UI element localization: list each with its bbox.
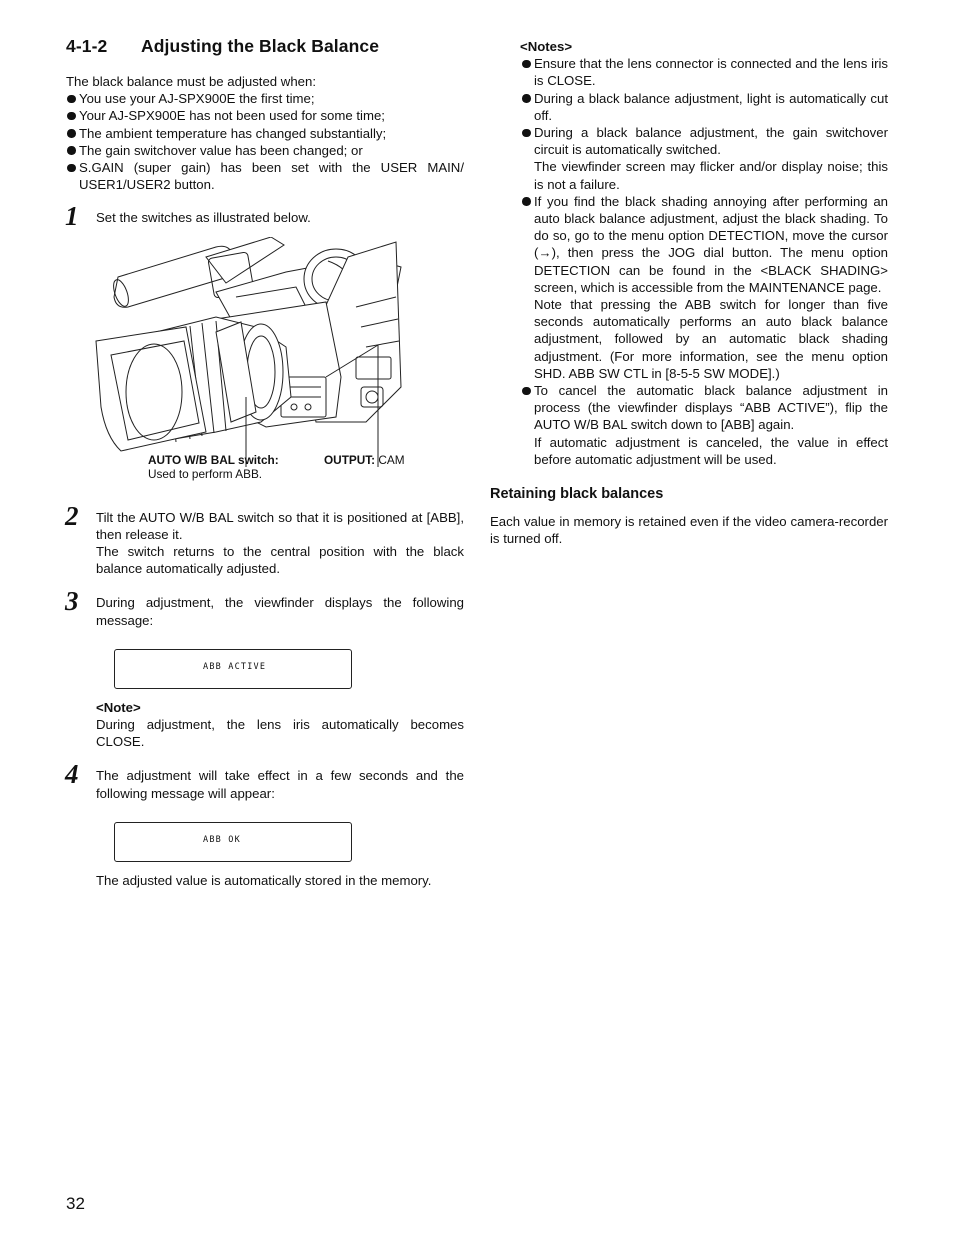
- list-item: [521, 193, 888, 382]
- note-item-continued: The viewfinder screen may flicker and/or display noise; this is not a failure.: [534, 159, 888, 192]
- step-4: [65, 759, 464, 801]
- step-number: 2: [65, 500, 79, 531]
- list-item: You use your AJ-SPX900E the first time;: [66, 90, 464, 107]
- list-item: The ambient temperature has changed substantially;: [66, 125, 464, 142]
- step-text-continued: The switch returns to the central position with the black balance automatically adjusted.: [96, 544, 464, 577]
- step-text: Set the switches as illustrated below.: [96, 210, 311, 226]
- note-text: During adjustment, the lens iris automatically becomes CLOSE.: [96, 717, 464, 750]
- list-item: [521, 90, 888, 124]
- auto-wb-bal-label: [148, 453, 279, 481]
- step-3-note: [66, 699, 464, 751]
- note-item-text: If you find the black shading annoying after performing an auto black balance adjustment, adjust the black shading. To do so, go to the menu option DETECTION, move the cursor (→), then press the JOG dial button. The menu option DETECTION can be found in the <BLACK SHADING> screen, which is accessible from the MAINTENANCE page.: [534, 193, 888, 295]
- retaining-heading: Retaining black balances: [490, 486, 664, 503]
- right-column: [490, 38, 888, 548]
- note-item-text: During a black balance adjustment, the gain switchover circuit is automatically switched.: [534, 125, 888, 158]
- note-item-continued: If automatic adjustment is canceled, the value in effect before automatic adjustment will be used.: [534, 434, 888, 467]
- list-item: The gain switchover value has been changed; or: [66, 142, 464, 159]
- step-number: 1: [65, 201, 79, 232]
- note-item-text: Ensure that the lens connector is connected and the lens iris is CLOSE.: [534, 56, 888, 89]
- step-3: [65, 586, 464, 628]
- auto-wb-bal-label-bold: AUTO W/B BAL switch:: [148, 452, 279, 467]
- viewfinder-message: ABB OK: [203, 834, 241, 845]
- retaining-text: Each value in memory is retained even if the video camera-recorder is turned off.: [490, 514, 888, 547]
- list-item: [521, 124, 888, 193]
- step-2: [65, 500, 464, 578]
- note-item-continued: Note that pressing the ABB switch for longer than five seconds automatically performs an auto black balance adjustment, followed by an automatic black shading adjustment. (For more information, see the menu option SHD. ABB SW CTL in [8-5-5 SW MODE].): [534, 297, 888, 381]
- step-number: 3: [65, 586, 79, 617]
- camera-illustration: [66, 237, 464, 492]
- left-column: [66, 36, 464, 889]
- list-item: [521, 382, 888, 468]
- step-4-after: [66, 872, 464, 889]
- section-number: 4-1-2: [66, 36, 108, 56]
- viewfinder-message: ABB ACTIVE: [203, 661, 267, 672]
- page-number: 32: [66, 1194, 85, 1213]
- step-text: Tilt the AUTO W/B BAL switch so that it is positioned at [ABB], then release it.: [96, 509, 464, 542]
- viewfinder-message-box: [114, 649, 352, 689]
- conditions-list: [66, 90, 464, 193]
- output-label-bold: OUTPUT:: [324, 452, 376, 467]
- notes-list: [490, 55, 888, 468]
- step-text: The adjustment will take effect in a few seconds and the following message will appear:: [96, 768, 464, 801]
- note-item-text: To cancel the automatic black balance adjustment in process (the viewfinder displays “ABB ACTIVE”), flip the AUTO W/B BAL switch down to [ABB] again.: [534, 383, 888, 433]
- step-text: During adjustment, the viewfinder displays the following message:: [96, 595, 464, 628]
- step-number: 4: [65, 759, 79, 790]
- note-item-text: During a black balance adjustment, light is automatically cut off.: [534, 90, 888, 123]
- note-heading: <Note>: [96, 699, 141, 715]
- step-after-text: The adjusted value is automatically stored in the memory.: [96, 872, 432, 888]
- list-item: Your AJ-SPX900E has not been used for some time;: [66, 107, 464, 124]
- intro-text: The black balance must be adjusted when:: [66, 74, 316, 89]
- output-label: [324, 453, 405, 467]
- output-label-value: CAM: [378, 452, 405, 467]
- notes-heading: <Notes>: [520, 39, 573, 54]
- section-heading: [66, 36, 464, 57]
- step-1: [65, 201, 464, 232]
- list-item: S.GAIN (super gain) has been set with the USER MAIN/ USER1/USER2 button.: [66, 159, 464, 193]
- section-title: Adjusting the Black Balance: [141, 36, 380, 56]
- list-item: [521, 55, 888, 89]
- viewfinder-message-box: [114, 822, 352, 862]
- auto-wb-bal-label-sub: Used to perform ABB.: [148, 466, 263, 481]
